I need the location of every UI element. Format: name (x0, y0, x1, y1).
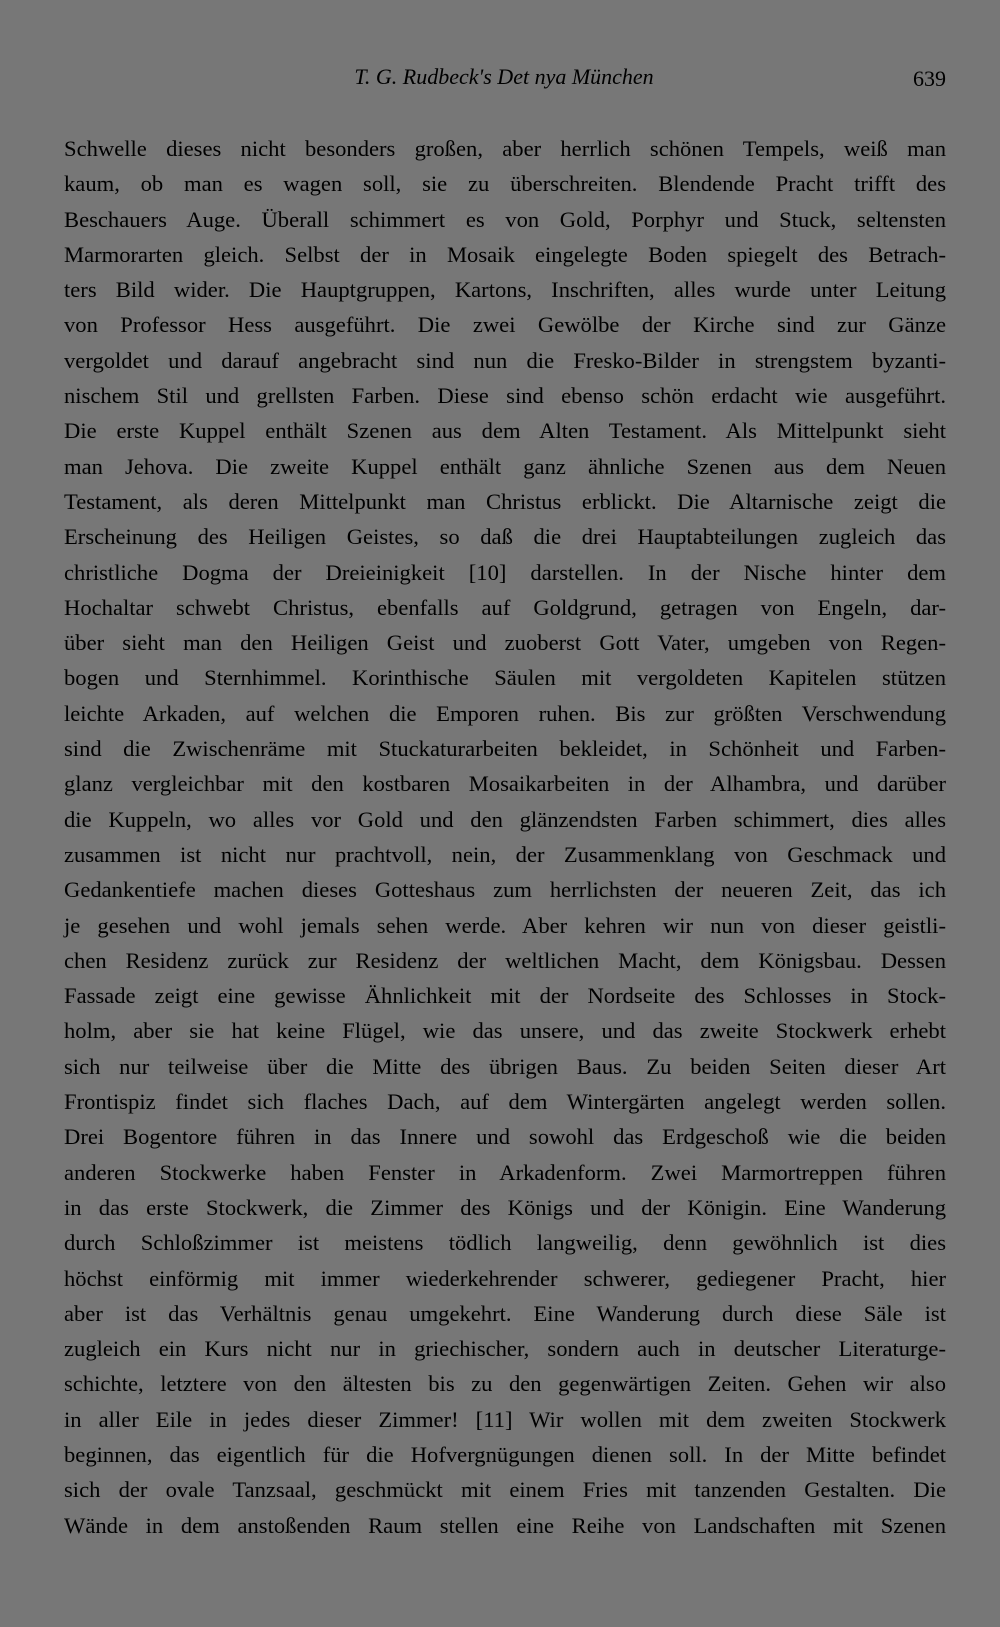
text-line: aber ist das Verhältnis genau umgekehrt. Eine Wanderung durch diese Säle ist (64, 1300, 946, 1326)
text-line: die Kuppeln, wo alles vor Gold und den glänzendsten Farben schimmert, dies alles (64, 806, 946, 832)
text-line: Schwelle dieses nicht besonders großen, aber herrlich schönen Tempels, weiß man (64, 136, 946, 161)
text-line: Frontispiz findet sich flaches Dach, auf dem Wintergärten angelegt werden sollen. (64, 1089, 946, 1115)
text-line: anderen Stockwerke haben Fenster in Arkadenform. Zwei Marmortreppen führen (64, 1159, 946, 1185)
text-line: zusammen ist nicht nur prachtvoll, nein, der Zusammenklang von Geschmack und (64, 841, 946, 867)
text-line: über sieht man den Heiligen Geist und zuoberst Gott Vater, umgeben von Regen- (64, 630, 946, 656)
text-line: je gesehen und wohl jemals sehen werde. Aber kehren wir nun von dieser geistli- (64, 912, 946, 938)
text-line: Drei Bogentore führen in das Innere und sowohl das Erdgeschoß wie die beiden (64, 1124, 946, 1150)
text-line: christliche Dogma der Dreieinigkeit [10] darstellen. In der Nische hinter dem (64, 559, 946, 585)
text-line: bogen und Sternhimmel. Korinthische Säulen mit vergoldeten Kapitelen stützen (64, 665, 946, 691)
text-line: Testament, als deren Mittelpunkt man Christus erblickt. Die Altarnische zeigt die (64, 488, 946, 514)
body-text (64, 131, 946, 1543)
text-line: zugleich ein Kurs nicht nur in griechischer, sondern auch in deutscher Literaturge- (64, 1336, 946, 1362)
text-line: Die erste Kuppel enthält Szenen aus dem Alten Testament. Als Mittelpunkt sieht (64, 418, 946, 444)
running-title: T. G. Rudbeck's Det nya München (354, 64, 654, 89)
text-line: sich der ovale Tanzsaal, geschmückt mit einem Fries mit tanzenden Gestalten. Die (64, 1477, 946, 1503)
page-number: 639 (913, 66, 946, 91)
text-line: höchst einförmig mit immer wiederkehrender schwerer, gediegener Pracht, hier (64, 1265, 946, 1291)
text-line: Marmorarten gleich. Selbst der in Mosaik eingelegte Boden spiegelt des Betrach- (64, 241, 946, 267)
text-line: beginnen, das eigentlich für die Hofvergnügungen dienen soll. In der Mitte befindet (64, 1441, 946, 1467)
text-line: sind die Zwischenräme mit Stuckaturarbeiten bekleidet, in Schönheit und Farben- (64, 736, 946, 762)
text-line: in aller Eile in jedes dieser Zimmer! [11] Wir wollen mit dem zweiten Stockwerk (64, 1406, 946, 1432)
text-line: in das erste Stockwerk, die Zimmer des Königs und der Königin. Eine Wanderung (64, 1194, 946, 1220)
text-line: kaum, ob man es wagen soll, sie zu überschreiten. Blendende Pracht trifft des (64, 171, 946, 197)
text-line: Gedankentiefe machen dieses Gotteshaus zum herrlichsten der neueren Zeit, das ich (64, 877, 946, 903)
text-line: leichte Arkaden, auf welchen die Emporen ruhen. Bis zur größten Verschwendung (64, 700, 946, 726)
text-line: ters Bild wider. Die Hauptgruppen, Kartons, Inschriften, alles wurde unter Leitung (64, 277, 946, 303)
text-line: Hochaltar schwebt Christus, ebenfalls auf Goldgrund, getragen von Engeln, dar- (64, 594, 946, 620)
text-line: man Jehova. Die zweite Kuppel enthält ganz ähnliche Szenen aus dem Neuen (64, 453, 946, 479)
text-line: sich nur teilweise über die Mitte des übrigen Baus. Zu beiden Seiten dieser Art (64, 1053, 946, 1079)
text-line: Erscheinung des Heiligen Geistes, so daß die drei Hauptabteilungen zugleich das (64, 524, 946, 550)
text-line: durch Schloßzimmer ist meistens tödlich langweilig, denn gewöhnlich ist dies (64, 1230, 946, 1256)
text-line: Fassade zeigt eine gewisse Ähnlichkeit mit der Nordseite des Schlosses in Stock- (64, 983, 946, 1009)
text-line: glanz vergleichbar mit den kostbaren Mosaikarbeiten in der Alhambra, und darüber (64, 771, 946, 797)
text-line: vergoldet und darauf angebracht sind nun die Fresko-Bilder in strengstem byzanti- (64, 347, 946, 373)
text-line: chen Residenz zurück zur Residenz der weltlichen Macht, dem Königsbau. Dessen (64, 947, 946, 973)
running-head (64, 64, 944, 98)
text-line: nischem Stil und grellsten Farben. Diese sind ebenso schön erdacht wie ausgeführt. (64, 383, 946, 409)
text-line: Wände in dem anstoßenden Raum stellen eine Reihe von Landschaften mit Szenen (64, 1512, 946, 1538)
text-line: Beschauers Auge. Überall schimmert es von Gold, Porphyr und Stuck, seltensten (64, 206, 946, 232)
text-line: von Professor Hess ausgeführt. Die zwei Gewölbe der Kirche sind zur Gänze (64, 312, 946, 338)
text-line: schichte, letztere von den ältesten bis zu den gegenwärtigen Zeiten. Gehen wir also (64, 1371, 946, 1397)
text-line: holm, aber sie hat keine Flügel, wie das unsere, und das zweite Stockwerk erhebt (64, 1018, 946, 1044)
